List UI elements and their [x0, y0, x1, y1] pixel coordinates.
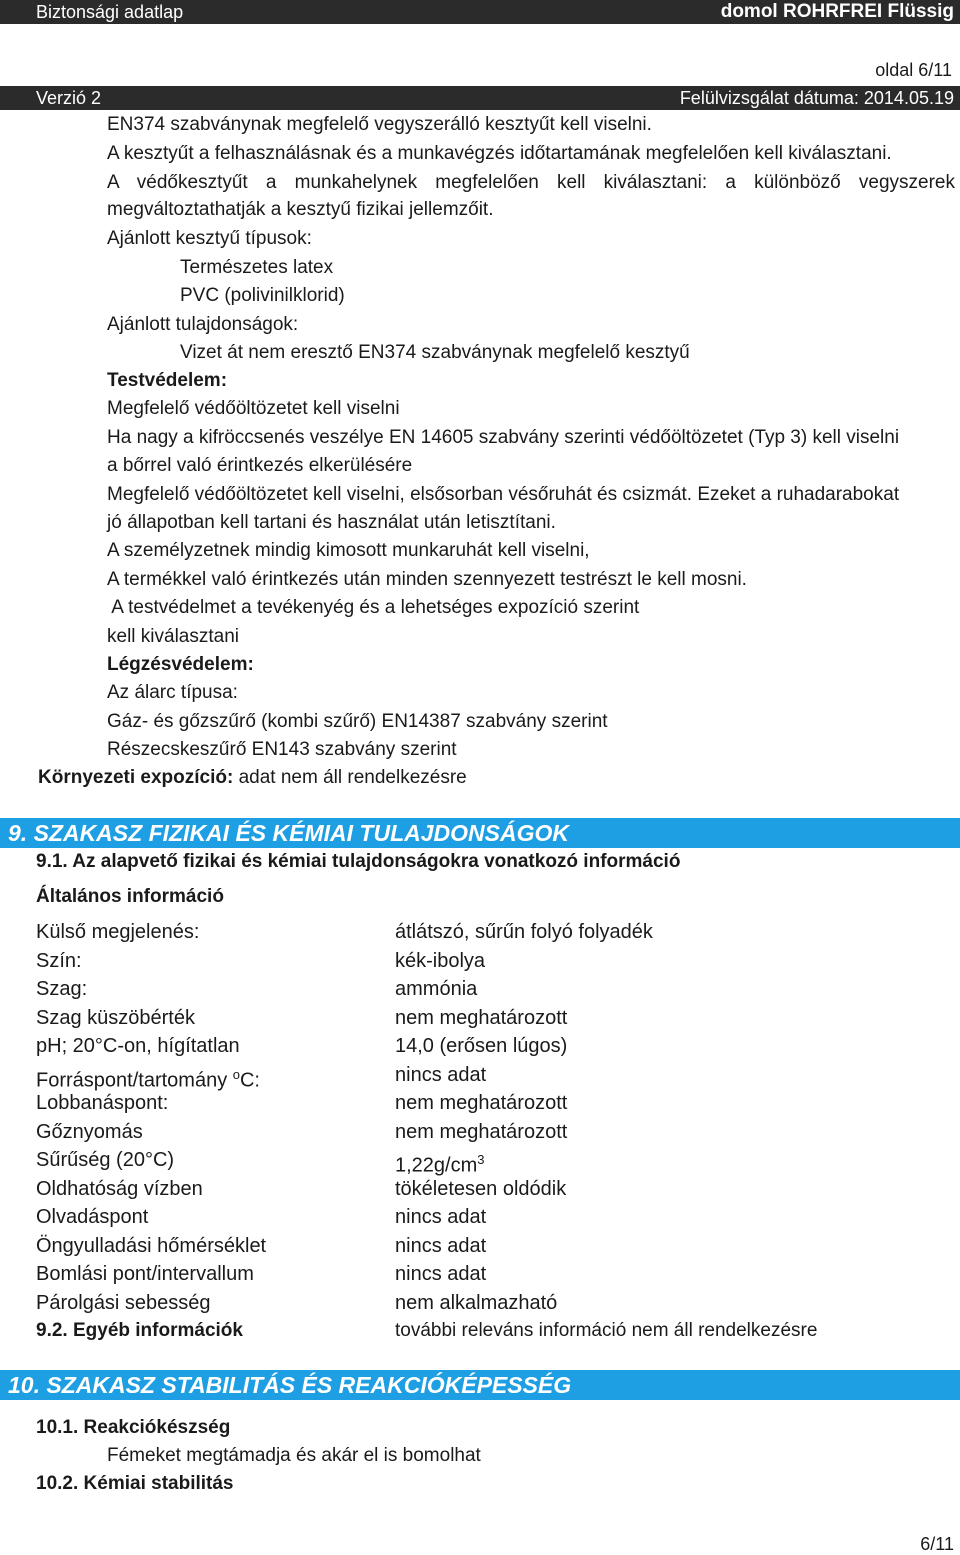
property-label-text: Párolgási sebesség — [36, 1292, 211, 1314]
footer-page-number: 6/11 — [920, 1534, 954, 1554]
env-label: Környezeti expozíció: — [38, 767, 234, 788]
text-line: EN374 szabványnak megfelelő vegyszerálló kesztyűt kell viselni. — [107, 114, 652, 135]
property-value-text: nincs adat — [395, 1064, 487, 1086]
property-value — [395, 1064, 486, 1086]
subsection-9-2: 9.2. Egyéb információk — [36, 1320, 243, 1341]
glove-type: Természetes latex — [180, 257, 334, 278]
property-label-text: Öngyulladási hőmérséklet — [36, 1235, 267, 1257]
property-label — [36, 1064, 260, 1092]
text-line: A személyzetnek mindig kimosott munkaruhát kell viselni, — [107, 540, 590, 561]
text-line: Megfelelő védőöltözetet kell viselni, elsősorban vésőruhát és csizmát. Ezeket a ruhadarabokat — [107, 484, 900, 505]
property-value-text: nincs adat — [395, 1235, 487, 1257]
property-value — [395, 1292, 557, 1314]
text-line: Gáz- és gőzszűrő (kombi szűrő) EN14387 szabvány szerint — [107, 711, 608, 732]
property-label — [36, 1235, 266, 1257]
text-line: Megfelelő védőöltözetet kell viselni — [107, 398, 400, 419]
property-label — [36, 978, 87, 1000]
property-value — [395, 1178, 566, 1200]
property-label — [36, 1121, 143, 1143]
property-value-text: 14,0 (erősen lúgos) — [395, 1035, 568, 1057]
subsection-9-2-value: további releváns információ nem áll rendelkezésre — [395, 1320, 818, 1341]
property-value — [395, 1235, 486, 1257]
text-line: A testvédelmet a tevékenyég és a lehetséges expozíció szerint — [107, 597, 640, 618]
text-line: jó állapotban kell tartani és használat után letisztítani. — [107, 512, 556, 533]
property-value — [395, 1092, 567, 1114]
document-type: Biztonsági adatlap — [36, 2, 184, 22]
subsection-10-2: 10.2. Kémiai stabilitás — [36, 1473, 234, 1494]
general-info-heading: Általános információ — [36, 886, 224, 907]
property-value-text: nem meghatározott — [395, 1092, 568, 1114]
unit-superscript: 3 — [477, 1152, 485, 1167]
body-protection-label: Testvédelem: — [107, 370, 228, 391]
property-label — [36, 1035, 240, 1057]
subsection-9-1: 9.1. Az alapvető fizikai és kémiai tulajdonságokra vonatkozó információ — [36, 851, 681, 872]
page-number: oldal 6/11 — [875, 60, 952, 80]
property-label-text: Oldhatóság vízben — [36, 1178, 203, 1200]
property-label-text: Forráspont/tartomány — [36, 1069, 233, 1092]
property-label — [36, 921, 199, 943]
text-line: A termékkel való érintkezés után minden szennyezett testrészt le kell mosni. — [107, 569, 747, 590]
property-value — [395, 1121, 567, 1143]
text-line: Részecskeszűrő EN143 szabvány szerint — [107, 739, 457, 760]
property-value — [395, 950, 485, 972]
property-label-text: Olvadáspont — [36, 1206, 149, 1228]
properties-label: Ajánlott tulajdonságok: — [107, 314, 299, 335]
glove-type: PVC (polivinilklorid) — [180, 285, 345, 306]
property-label — [36, 1149, 174, 1171]
text-line: a bőrrel való érintkezés elkerülésére — [107, 455, 413, 476]
property-value-text: nincs adat — [395, 1263, 487, 1285]
review-date: Felülvizsgálat dátuma: 2014.05.19 — [679, 88, 954, 108]
property-label — [36, 1092, 168, 1114]
property-value-text: átlátszó, sűrűn folyó folyadék — [395, 921, 653, 943]
property-label-text: Szín: — [36, 950, 82, 972]
property-value-text: nincs adat — [395, 1206, 487, 1228]
glove-types-label: Ajánlott kesztyű típusok: — [107, 228, 312, 249]
property-value — [395, 1007, 567, 1029]
property-label — [36, 1007, 195, 1029]
property-value — [395, 1263, 486, 1285]
section-9-title: 9. SZAKASZ FIZIKAI ÉS KÉMIAI TULAJDONSÁGOK — [8, 820, 569, 846]
property-value — [395, 1206, 486, 1228]
property-value-text: 1,22g/cm — [395, 1154, 478, 1177]
property-value-text: nem meghatározott — [395, 1121, 568, 1143]
property-value-text: nem alkalmazható — [395, 1292, 558, 1314]
property-label — [36, 1206, 148, 1228]
text-line: A védőkesztyűt a munkahelynek megfelelően kell kiválasztani: a különböző vegyszerek — [107, 172, 955, 193]
reactivity-text: Fémeket megtámadja és akár el is bomolhat — [107, 1445, 481, 1466]
text-line: Az álarc típusa: — [107, 682, 238, 703]
property-value — [395, 1149, 485, 1177]
property-value-text: ammónia — [395, 978, 478, 1000]
product-name: domol ROHRFREI Flüssig — [720, 1, 954, 22]
property-value-text: nem meghatározott — [395, 1007, 568, 1029]
property-label-text: Gőznyomás — [36, 1121, 143, 1143]
properties-value: Vizet át nem eresztő EN374 szabványnak megfelelő kesztyű — [180, 342, 690, 363]
property-value — [395, 978, 477, 1000]
property-label — [36, 1263, 254, 1285]
property-label-text: Sűrűség (20°C) — [36, 1149, 175, 1171]
respiratory-label: Légzésvédelem: — [107, 654, 254, 675]
property-label-text: Lobbanáspont: — [36, 1092, 169, 1114]
property-label-unit: C: — [239, 1069, 260, 1092]
property-value-text: tökéletesen oldódik — [395, 1178, 567, 1200]
property-value — [395, 1035, 567, 1057]
property-label-text: pH; 20°C-on, hígítatlan — [36, 1035, 240, 1057]
text-line: Ha nagy a kifröccsenés veszélye EN 14605 szabvány szerinti védőöltözetet (Typ 3) kell viselni — [107, 427, 900, 448]
subsection-10-1: 10.1. Reakciókészség — [36, 1417, 231, 1438]
property-label-text: Szag: — [36, 978, 88, 1000]
env-value: adat nem áll rendelkezésre — [233, 767, 467, 788]
section-9-bar — [0, 818, 960, 848]
degree-superscript: o — [232, 1067, 240, 1082]
environment-exposure — [38, 767, 467, 789]
text-line: A kesztyűt a felhasználásnak és a munkavégzés időtartamának megfelelően kell kiválasztani. — [107, 143, 892, 164]
property-label — [36, 950, 82, 972]
property-label — [36, 1292, 211, 1314]
section-10-title: 10. SZAKASZ STABILITÁS ÉS REAKCIÓKÉPESSÉG — [8, 1372, 572, 1398]
property-label-text: Külső megjelenés: — [36, 921, 200, 943]
version: Verzió 2 — [36, 88, 102, 108]
text-line: megváltoztathatják a kesztyű fizikai jellemzőit. — [107, 199, 494, 220]
property-value-text: kék-ibolya — [395, 950, 486, 972]
page-header — [0, 0, 960, 108]
property-value — [395, 921, 653, 943]
property-label-text: Szag küszöbérték — [36, 1007, 195, 1029]
property-label-text: Bomlási pont/intervallum — [36, 1263, 254, 1285]
property-label — [36, 1178, 203, 1200]
text-line: kell kiválasztani — [107, 626, 239, 647]
section-10-bar — [0, 1370, 960, 1400]
